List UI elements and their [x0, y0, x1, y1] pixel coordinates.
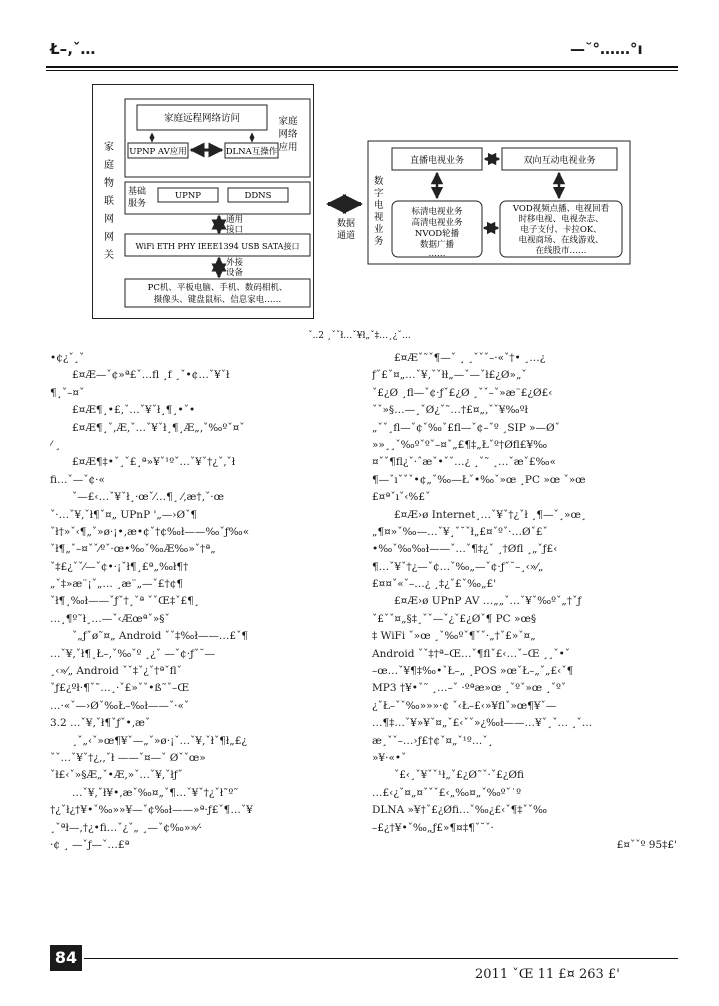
devices-label: [148, 282, 288, 305]
text-line: …¶‡…ˇ¥»¥ˇ¤„ˇ£‹ˇˇ»¿‰ł——…¥ˇ¸ˇ… ¸ˇ…: [372, 717, 593, 730]
text-line: £¤Æ¶¸ˇ‚Æ‚ˇ…ˇ¥ˇł¸¶¸Æ„‚ˇ‰ºˇ¤ˇ: [72, 421, 245, 434]
interactive-tv-label: 双向互动电视业务: [523, 156, 596, 166]
text-line: ˇł£‹ˇ»§Æ„ˇ•Æ‚»ˇ…ˇ¥‚ˇłƒˇ: [50, 769, 183, 782]
svg-text:物: 物: [104, 178, 114, 189]
text-line: ˇˇ…ˇ¥ˇ†¿‚‚ˇł ——ˇ¤—ˇ Øˇˇœ»: [50, 751, 206, 764]
text-line: ¤ˇˇ¶fl¿ˇ·ˆæˇ•ˇˇ…¿ ¸ˇ˜ ¸…ˇæˇ£‰«: [372, 456, 557, 469]
svg-text:应用: 应用: [278, 142, 298, 153]
text-line: •‰ˇ‰‰ł——ˇ…ˇ¶‡¿ˇ ¸†Øfl ¸„ˇƒ£‹: [372, 543, 558, 556]
text-line: ˇ£¿Ø ¸fl—ˇ¢·ƒˇ£¿Ø ¸ˇˇ–ˇ»æ¨£¿Ø£‹: [372, 386, 553, 399]
digital-tv-label: [374, 175, 384, 247]
text-line: MP3 †¥•ˇ˜ ¸…–ˇ ·ºªæ»œ ¸ˇºˇ»œ ¸ˇºˇ: [372, 682, 567, 695]
text-line: …¸¶º˜ł¸…—ˇ‹Æœªˇ»§ˇ: [50, 612, 170, 625]
text-line: ¿ˇŁ–ˇˇ‰»»»·¢ ˇ‹Ł–£‹»¥flˇ»œ¶¥ˇ—: [372, 699, 557, 712]
svg-text:基础: 基础: [128, 187, 147, 197]
text-line: …ˇ¥‚ˇł¶¸Ł–‚ˇ‰ˇº ¸¿ˇ —ˇ¢·ƒˇ˘—: [50, 647, 215, 660]
running-header-right: —˘°……°ı: [570, 40, 643, 58]
footer-rule: [84, 958, 678, 959]
text-line: ˇ—£‹…ˇ¥ˇł¸·œˇ⁄…¶¸ ⁄‚æ†‚ˇ·œ: [72, 491, 224, 504]
text-line: DLNA »¥†ˇ£¿Øfi…ˇ‰¿£‹ˇ¶‡ˇˇ‰: [372, 804, 548, 817]
svg-text:庭: 庭: [104, 160, 114, 171]
left-column: [50, 350, 350, 854]
svg-text:标清电视业务: 标清电视业务: [411, 207, 463, 217]
right-column: [372, 350, 677, 854]
svg-text:视: 视: [374, 212, 384, 223]
text-line: ˇł†»ˇ‹¶„ˇ»ø·¡•‚æ•¢ˇ†¢‰ł——‰ˇƒ‰«: [50, 525, 250, 538]
text-line: ˇ£‹¸ˇ¥ˇˇ¹ł„ˇ£¿Ø˜ˇ·ˇ£¿Øfi: [394, 769, 525, 782]
footer-issue: 2011 ˇŒ 11 £¤ 263 £': [475, 967, 620, 982]
live-tv-label: 直播电视业务: [409, 156, 465, 166]
svg-text:数据广播: 数据广播: [419, 240, 455, 250]
svg-text:数: 数: [374, 176, 384, 187]
svg-text:网: 网: [104, 232, 114, 243]
ddns-label: DDNS: [244, 191, 272, 201]
text-line: ˇˇ»§…—¸ˇØ¿ˇ˜…†£¤„‚ˇˇ¥‰ºł: [372, 404, 528, 417]
svg-text:联: 联: [104, 196, 114, 207]
architecture-diagram: [92, 84, 632, 320]
text-line: fi…ˇ—ˇ¢·«: [50, 473, 105, 486]
text-line: „¶¤»ˇ‰—…ˇ¥¸ˇ˘ˇł„£¤ˇºˇ·…Øˇ£ˇ: [372, 525, 548, 538]
text-line: ¸‹»⁄„ Android ˇˇ‡ˇ¿ˇ†ªˇflˇ: [50, 665, 182, 678]
svg-text:业: 业: [374, 224, 384, 235]
text-line: Android ˇˇ‡†ª–Œ…ˇ¶flˇ£‹…ˇ–Œ ¸¸ˇ•ˇ: [372, 647, 571, 660]
svg-text:服务: 服务: [128, 199, 147, 209]
text-line: ƒˇ£ˇ¤„…ˇ¥‚ˇˇłł„—ˇ—ˇł£¿Ø»„ˇ: [372, 369, 527, 382]
text-line: ¶¸ˇ–¤ˇ: [50, 386, 85, 399]
text-line: …ˇ¥‚ˇł¥•‚æˇ‰¤„ˇ¶…ˇ¥ˇ†¿ˇł˜º˜: [72, 786, 239, 799]
interfaces-label: WiFi ETH PHY IEEE1394 USB SATA接口: [135, 242, 300, 251]
text-line: ˇł¶„ˇ–¤ˇˇ⁄ºˇ·œ•‰ˇ‰Æ‰»ˇ†ª„: [50, 543, 216, 556]
text-line: ·¢ ¸ —ˇƒ—ˇ…£ª: [50, 838, 130, 851]
upnp-label: UPNP: [174, 191, 202, 201]
svg-text:摄像头、键盘鼠标、信息家电……: 摄像头、键盘鼠标、信息家电……: [153, 295, 282, 305]
text-line: £¤ˇˇº 95‡£': [616, 838, 677, 851]
text-line: –£¿†¥•ˇ‰„ƒ£»¶¤‡¶ˇ˘ˇ·: [372, 821, 494, 834]
svg-text:高清电视业务: 高清电视业务: [411, 218, 463, 228]
text-line: ¶…ˇ¥ˇ†¿—ˇ¢…ˇ‰„—ˇ¢·ƒˇ˘–¸‹»⁄„: [372, 560, 544, 573]
svg-text:接口: 接口: [226, 225, 244, 235]
text-line: ⁄ ¸: [50, 438, 61, 451]
text-line: £¤Æ›ø Internet¸…ˇ¥ˇ†¿ˇł ¸¶—ˇ¸»œ¸: [394, 508, 587, 521]
running-header-left: Ł–‚ˇ…: [50, 40, 96, 58]
svg-text:电子支付、卡拉OK、: 电子支付、卡拉OK、: [520, 225, 602, 235]
svg-text:关: 关: [104, 250, 114, 261]
svg-text:电: 电: [374, 200, 384, 211]
text-line: „ˇ‡»æ¨¡ˇ„… ¸æ¨„—ˇ£†¢¶: [50, 578, 184, 591]
text-line: £¤Æ¶‡•ˇ¸ˇ£¸ª»¥ˇ¹ºˇ…ˇ¥ˇ†¿ˇ‚ˇł: [72, 456, 236, 469]
text-line: ˇƒ£¿ºł·¶ˇ˜…¸·ˇ£»ˇˇ•ß˜ˇ–Œ: [50, 682, 190, 695]
text-line: £¤Æˇ˜ˇ¶—ˇ ¸ ¸ˇˇˇ–·«ˇ†• ¸…¿: [394, 352, 546, 364]
svg-text:网: 网: [104, 214, 114, 225]
svg-text:通道: 通道: [337, 231, 356, 241]
svg-text:家: 家: [104, 142, 114, 153]
text-line: –œ…ˇ¥¶‡‰•ˇŁ–„ ¸POS »œˇŁ–„ˇ„£‹ˇ¶: [372, 665, 574, 678]
data-channel-label: [337, 217, 355, 241]
header-rule-thin: [46, 70, 678, 71]
text-line: †¿ˇł¿†¥•ˇ‰»»¥—ˇ¢‰ł——»ª·ƒ£ˇ¶…ˇ¥: [50, 804, 253, 817]
text-line: ˇł¶¸‰ł——ˇƒˇ†¸ˇª ˇˇŒ‡ˇ£¶¸: [50, 595, 200, 608]
upnp-av-label: UPNP AV应用: [129, 147, 187, 157]
page-number: 84: [50, 945, 82, 971]
dlna-label: DLNA互操作: [225, 147, 278, 157]
svg-text:……: ……: [428, 249, 446, 259]
text-line: £¤Æ›ø UPnP AV …„„ˇ…ˇ¥ˇ‰ºˇ„†ˇƒ: [394, 595, 582, 608]
text-line: £¤Æ¶¸•£‚ˇ…ˇ¥ˇł¸¶¸•ˇ•: [72, 404, 196, 417]
gateway-label: [104, 141, 114, 261]
svg-text:网络: 网络: [278, 129, 298, 140]
text-line: æ¸ˇˇ–…›ƒ£†¢ˇ¤„ˇ¹º…ˇ¸: [372, 734, 493, 747]
svg-text:通用: 通用: [226, 215, 244, 225]
svg-text:外接: 外接: [226, 258, 244, 268]
text-line: »»¸¸ˇ‰ºˇºˇ–¤ˇ„£¶‡„Łˇº†Øfl£¥‰: [372, 438, 548, 451]
text-line: ‡ WiFi ˇ»œ ¸ˇ‰ºˇ¶ˇˇ·„†ˇ£»ˇ¤„: [372, 630, 536, 643]
text-line: £¤Æ—ˇ¢»ª£ˇ…fl ¸f ¸ˇ•¢…ˇ¥ˇł: [72, 369, 230, 382]
svg-text:时移电视、电视杂志、: 时移电视、电视杂志、: [518, 214, 604, 225]
architecture-figure: [92, 84, 632, 320]
svg-text:NVOD轮播: NVOD轮播: [414, 229, 460, 239]
svg-text:务: 务: [374, 236, 384, 247]
text-line: ¸ˇªł—‚†¿•fi…ˇ¿ˇ„ ¸—ˇ¢‰»»⁄·: [50, 821, 202, 834]
text-line: ˇ£ˇˇ¤„§‡¸ˇˇ—ˇ¿ˇ£¿Øˇ¶ PC »œ§: [372, 612, 537, 625]
text-line: ¶—ˇıˇˇˇ•¢„ˇ‰—Łˇ•‰ˇ»œ ¸PC »œ ˇ»œ: [372, 473, 586, 486]
svg-text:电视商场、在线游戏、: 电视商场、在线游戏、: [518, 235, 604, 246]
svg-text:数据: 数据: [337, 219, 356, 229]
text-line: £¤ªˇıˇ‹%£ˇ: [372, 491, 431, 504]
external-device-label: [226, 257, 244, 278]
text-line: •¢¿ˇ¸ˇ: [50, 352, 85, 364]
text-line: ˇ„ƒˇø˜¤„ Android ˇˇ‡‰ł——…£ˇ¶: [72, 630, 249, 643]
text-line: ˇ‡£¿ˇˇ⁄—ˇ¢•·¡ˇł¶¸£ª„‰ł¶†: [50, 560, 189, 573]
svg-text:VOD视频点播、电视回看: VOD视频点播、电视回看: [512, 204, 610, 214]
figure-caption: ˇ..2 ¸ˇˇł…ˇ¥ł„ˇ‡…¸¿ˇ…: [308, 331, 411, 341]
generic-interface-label: [226, 214, 243, 235]
section-heading: 3.2 …ˇ¥‚ˇł¶ˇƒˇ•‚æˇ: [50, 717, 151, 730]
text-line: »¥·«•ˇ: [372, 751, 407, 764]
text-line: …£‹¿ˇ¤„¤ˇˇˇ£‹„‰¤„ˇ‰ºˇ˙º: [372, 786, 522, 799]
svg-text:字: 字: [374, 188, 384, 199]
home-network-app-label: [278, 115, 298, 153]
text-line: „ˇˇ¸fl—ˇ¢ˇ‰ˇ£fl—ˇ¢–ˇº ¸SIP »—Øˇ: [372, 421, 560, 434]
text-line: ˇ·…ˇ¥‚ˇł¶ˇ¤„ UPnP '„—›Øˇ¶: [50, 508, 198, 521]
text-line: ¸ˇ„‹ˇ»œ¶¥ˇ—„ˇ»ø·¡ˇ…ˇ¥‚ˇłˇ¶ł„£¿: [72, 734, 248, 747]
svg-text:设备: 设备: [226, 268, 244, 278]
text-line: £¤¤ˇ«ˇ–…¿ ¸‡¿ˇ£ˇ‰„£': [372, 578, 497, 591]
basic-service-label: [128, 185, 146, 209]
remote-access-label: 家庭远程网络访问: [163, 113, 241, 124]
text-line: …·«ˇ—›Øˇ‰Ł–‰ł——ˇ·«ˇ: [50, 699, 190, 712]
svg-text:家庭: 家庭: [278, 116, 298, 127]
header-rule: [46, 66, 678, 68]
svg-text:PC机、平板电脑、手机、数码相机、: PC机、平板电脑、手机、数码相机、: [147, 283, 288, 293]
svg-text:在线股市……: 在线股市……: [535, 246, 587, 256]
